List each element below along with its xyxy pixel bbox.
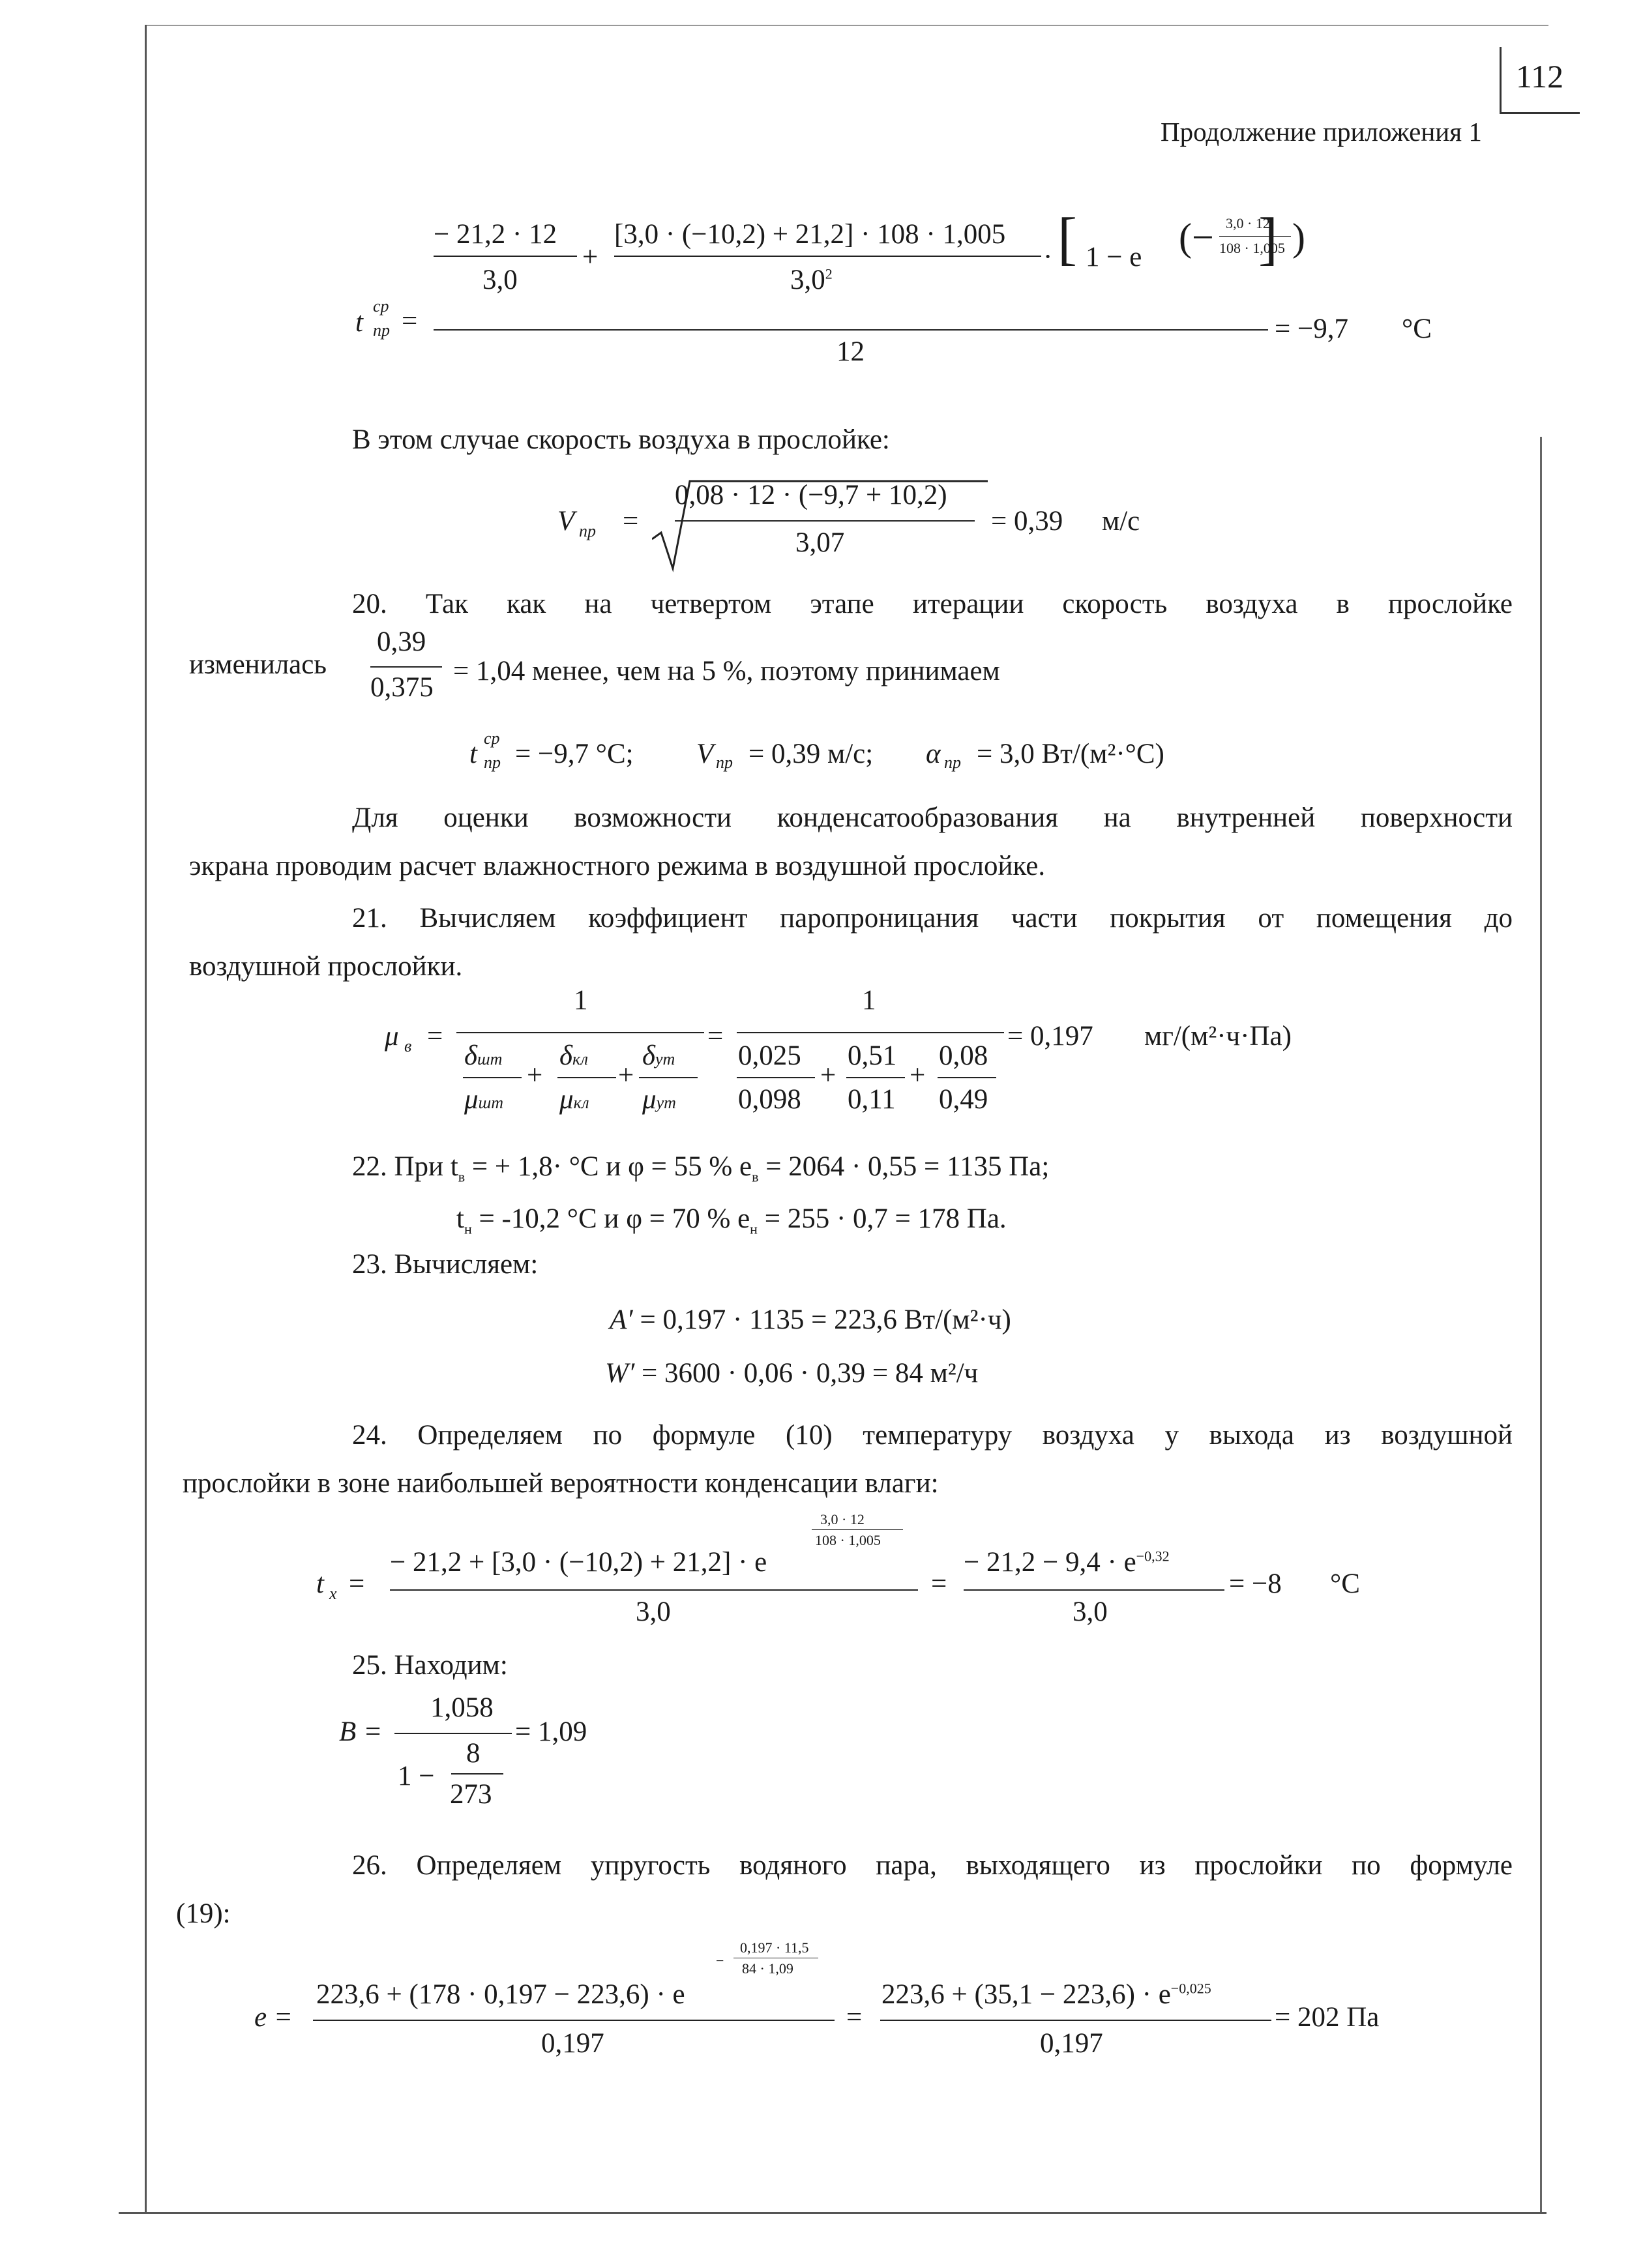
scan-border-top — [147, 25, 1548, 26]
p25-den-den: 273 — [450, 1779, 492, 1810]
eq3-t-sub: пр — [484, 753, 501, 772]
eq1-den-b: $3,0^2$ — [790, 265, 833, 295]
eq6-den1: 0,197 — [541, 2028, 604, 2059]
eq5-exp-num: 3,0 · 12 — [820, 1511, 865, 1527]
eq4-one-a: 1 — [574, 985, 588, 1016]
eq3-v-val: = 0,39 м/с; — [748, 739, 874, 769]
eq5-bar1 — [390, 1589, 918, 1591]
eq4-n2: 0,51 — [848, 1040, 897, 1071]
eq4-n1: 0,025 — [738, 1040, 801, 1071]
eq5-lhs: t — [316, 1568, 324, 1599]
eq4-plus-3: + — [820, 1060, 836, 1091]
eq2-bar — [675, 520, 975, 522]
scan-border-right — [1540, 437, 1542, 2213]
scan-border-bottom — [119, 2212, 1547, 2214]
eq4-lhs-sub: в — [404, 1037, 412, 1055]
continuation-header: Продолжение приложения 1 — [1161, 117, 1482, 147]
eq5-den2: 3,0 — [1073, 1597, 1108, 1627]
eq6-num1: 223,6 + (178 · 0,197 − 223,6) · e — [316, 1979, 685, 2010]
p23-a: A′ = 0,197 · 1135 = 223,6 Вт/(м²·ч) — [610, 1304, 1011, 1335]
paragraph-26: 26. Определяем упругость водяного пара, выходящего из прослойки по формуле (19): — [176, 1850, 1513, 1929]
eq4-n3-bar — [938, 1077, 996, 1078]
eq4-d2: δкл — [559, 1040, 589, 1071]
eq5-bar2 — [964, 1589, 1224, 1591]
eq5-den1: 3,0 — [636, 1597, 671, 1627]
eq1-exp-den: 108 · 1,005 — [1219, 240, 1285, 256]
eq5-equals: = — [349, 1568, 365, 1599]
eq6-exp-num: 0,197 · 11,5 — [740, 1939, 809, 1956]
eq3-t-val: = −9,7 °С; — [515, 739, 634, 769]
eq4-n2-bar — [846, 1077, 905, 1078]
eq1-bracket-body: 1 − e — [1086, 242, 1142, 272]
eq5-num2: − $21,2 - 9,4 \cdot e^{-0,32}$ — [964, 1547, 1170, 1578]
eq4-plus-2: + — [618, 1060, 634, 1091]
eq3-v-sub: пр — [716, 753, 733, 772]
eq4-lhs: μ — [385, 1021, 399, 1052]
eq4-equals-2: = — [707, 1021, 724, 1052]
eq3-t-sup: ср — [484, 729, 500, 748]
eq6-equals: = — [846, 2002, 863, 2033]
eq4-d1-bar — [463, 1077, 522, 1078]
eq5-equals-2: = — [931, 1568, 947, 1599]
p25-den-pre: 1 − — [398, 1761, 435, 1791]
p23-w: W′ = 3600 · 0,06 · 0,39 = 84 м²/ч — [605, 1358, 979, 1389]
eq2-equals: = — [623, 506, 639, 537]
eq4-n3: 0,08 — [939, 1040, 988, 1071]
eq1-denominator: 12 — [836, 336, 865, 367]
p20-prefix: изменилась — [189, 649, 327, 680]
eq1-unit: °С — [1402, 314, 1432, 344]
p20-frac-num: 0,39 — [377, 626, 426, 657]
eq6b-lhs: B — [339, 1716, 357, 1747]
eq1-dot: · — [1043, 242, 1053, 272]
eq5-unit: °С — [1330, 1568, 1360, 1599]
eq4-m2: μкл — [559, 1084, 589, 1115]
eq5-lhs-sub: x — [329, 1584, 337, 1603]
eq6-den2: 0,197 — [1040, 2028, 1103, 2059]
eq4-result: = 0,197 — [1007, 1021, 1093, 1052]
paragraph-21: 21. Вычисляем коэффициент паропроницания части покрытия от помещения до воздушной прослойки. — [189, 903, 1513, 982]
eq4-d3-bar — [639, 1077, 698, 1078]
eq2-lhs-sub: пр — [579, 522, 596, 540]
eq2-unit: м/с — [1102, 506, 1140, 537]
eq4-bar-b — [737, 1032, 1004, 1033]
eq1-exp-paren-close: ) — [1292, 216, 1305, 259]
eq4-d1: δшт — [464, 1040, 503, 1071]
eq3-t: t — [469, 739, 477, 769]
eq1-result: = −9,7 — [1275, 314, 1349, 344]
p25-result: = 1,09 — [515, 1716, 587, 1747]
eq1-lhs-sup: ср — [373, 297, 389, 316]
eq4-q2: 0,11 — [848, 1084, 896, 1115]
p20-frac-bar — [370, 666, 442, 668]
paragraph-speed: В этом случае скорость воздуха в прослойке: — [352, 424, 890, 455]
page-number: 112 — [1516, 58, 1564, 95]
eq6-num2: $223,6 + (35,1 - 223,6) \cdot e^{-0,025}$ — [881, 1979, 1211, 2010]
eq4-unit: мг/(м²·ч·Па) — [1144, 1021, 1292, 1052]
eq1-den-a: 3,0 — [482, 265, 518, 295]
eq6-lhs: e = — [254, 2002, 293, 2033]
p23-label: 23. Вычисляем: — [352, 1249, 539, 1280]
paragraph-20: 20. Так как на четвертом этапе итерации скорость воздуха в прослойке — [352, 589, 1513, 619]
eq3-a-sub: пр — [944, 753, 961, 772]
eq6-bar1 — [313, 2020, 835, 2021]
eq6-bar2 — [880, 2020, 1271, 2021]
eq1-main-bar — [434, 329, 1268, 331]
eq4-equals: = — [427, 1021, 443, 1052]
eq4-m3: μут — [642, 1084, 676, 1115]
p25-den-num: 8 — [466, 1738, 481, 1769]
paragraph-24: 24. Определяем по формуле (10) температуру воздуха у выхода из воздушной прослойки в зоне наибольшей вероятности конденсации влаги: — [183, 1420, 1513, 1499]
eq5-num1: − 21,2 + [3,0 · (−10,2) + 21,2] · e — [390, 1547, 767, 1578]
eq1-num-b: [3,0 · (−10,2) + 21,2] · 108 · 1,005 — [614, 219, 1006, 250]
eq6-exp-minus: − — [716, 1952, 724, 1969]
eq5-exp-den: 108 · 1,005 — [815, 1532, 881, 1548]
eq3-a: α — [926, 739, 941, 769]
eq1-exp-paren: (− — [1179, 216, 1214, 259]
eq4-plus-1: + — [527, 1060, 543, 1091]
eq2-numerator: 0,08 · 12 · (−9,7 + 10,2) — [675, 480, 947, 510]
eq4-q3: 0,49 — [939, 1084, 988, 1115]
eq1-equals: = — [402, 306, 418, 336]
eq1-lhs: t — [355, 307, 363, 338]
eq1-plus: + — [582, 242, 599, 272]
eq1-bar-b — [614, 256, 1041, 257]
eq1-bracket-open: [ — [1058, 207, 1077, 271]
eq6-exp-den: 84 · 1,09 — [742, 1960, 793, 1977]
p20-frac-den: 0,375 — [370, 672, 434, 703]
eq5-exp-bar — [812, 1529, 903, 1530]
p22-line1: 22. При $t_в$ = + 1,8· °С и φ = 55 % $е_в = 2064 \cdot 0,55 = 1135$ Па; — [352, 1151, 1050, 1185]
eq2-result: = 0,39 — [991, 506, 1063, 537]
eq1-bar-a — [434, 256, 577, 257]
p25-bar — [394, 1733, 512, 1734]
eq4-m1: μшт — [464, 1084, 503, 1115]
eq4-one-b: 1 — [862, 985, 876, 1016]
eq4-bar-a — [456, 1032, 704, 1033]
eq4-d2-bar — [557, 1077, 616, 1078]
eq3-a-val: = 3,0 Вт/(м²·°С) — [977, 739, 1164, 769]
eq1-exp-num: 3,0 · 12 — [1226, 215, 1270, 231]
eq1-exp-bar — [1219, 236, 1291, 237]
eq1-bracket-close: ] — [1258, 207, 1278, 271]
paragraph-condensation: Для оценки возможности конденсатообразования на внутренней поверхности экрана проводим расчет влажностного режима в воздушной прослойке. — [189, 803, 1513, 881]
p20-suffix: = 1,04 менее, чем на 5 %, поэтому принимаем — [453, 656, 1000, 686]
eq4-d3: δут — [642, 1040, 675, 1071]
p25-num: 1,058 — [430, 1692, 494, 1723]
eq6b-equals: = — [365, 1716, 381, 1747]
eq4-q1: 0,098 — [738, 1084, 801, 1115]
eq4-plus-4: + — [910, 1060, 926, 1091]
eq5-result: = −8 — [1229, 1568, 1282, 1599]
eq4-n1-bar — [737, 1077, 815, 1078]
eq2-lhs: V — [557, 506, 575, 537]
eq2-denominator: 3,07 — [795, 527, 845, 558]
scan-border-left — [145, 25, 147, 2212]
eq1-num-a: − 21,2 · 12 — [434, 219, 557, 250]
p25-label: 25. Находим: — [352, 1650, 508, 1681]
eq6-result: = 202 Па — [1275, 2002, 1380, 2033]
p22-line2: $t_н = -10,2$ °С и φ = 70 % $е_н = 255 \cdot 0,7 = 178$ Па. — [456, 1203, 1007, 1237]
eq3-v: V — [696, 739, 714, 769]
eq1-lhs-sub: пр — [373, 321, 390, 340]
p25-den-bar — [451, 1773, 503, 1775]
